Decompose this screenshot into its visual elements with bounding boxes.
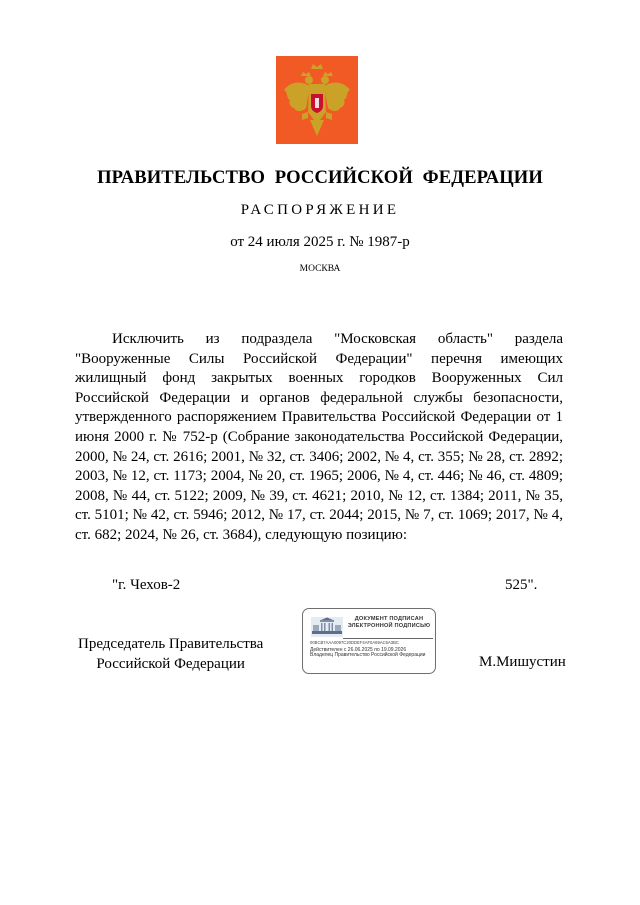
electronic-signature-stamp <box>302 608 436 674</box>
signatory-title <box>78 635 263 674</box>
coat-of-arms-icon <box>276 56 358 144</box>
stamp-title <box>345 616 433 630</box>
government-building-icon <box>311 617 343 637</box>
stamp-title-line1: ДОКУМЕНТ ПОДПИСАН <box>354 616 424 622</box>
signatory-title-line1: Председатель Правительства <box>78 636 264 652</box>
organization-title: ПРАВИТЕЛЬСТВО РОССИЙСКОЙ ФЕДЕРАЦИИ <box>97 167 543 188</box>
signatory-title-line2: Российской Федерации <box>96 655 245 672</box>
signatory-name: М.Мишустин <box>479 654 566 670</box>
position-name: "г. Чехов-2 <box>112 577 181 593</box>
document-date-number: от 24 июля 2025 г. № 1987-р <box>230 234 410 250</box>
stamp-validity: Действителен с 26.06.2025 по 19.09.2026 <box>310 647 407 653</box>
stamp-owner: Владелец Правительство Российской Федерации <box>310 652 426 658</box>
order-paragraph: Исключить из подраздела "Московская область" раздела "Вооруженные Силы Российской Федерации" перечня имеющих жилищный фонд закрытых военных городков Вооруженных Сил Российской Федерации и органов федеральной службы безопасности, утвержденного распоряжением Правительства Российской Федерации от 1 июня 2000 г. № 752-р (Собрание законодательства Российской Федерации, 2000, № 24, ст. 2616; 2001, № 32, ст. 3406; 2002, № 4, ст. 355; № 28, ст. 2892; 2003, № 12, ст. 1173; 2004, № 20, ст. 1965; 2006, № 4, ст. 446; № 46, ст. 4809; 2008, № 44, ст. 5122; 2009, № 39, ст. 4621; 2010, № 12, ст. 1384; 2011, № 35, ст. 5101; № 42, ст. 5946; 2012, № 17, ст. 2044; 2015, № 7, ст. 1069; 2017, № 4, ст. 682; 2024, № 26, ст. 3684), следующую позицию: <box>75 331 563 543</box>
stamp-certificate-serial: 00BCB7AAA0097C20DDEF4AF0A69AC6A3BC <box>310 640 399 645</box>
document-city: МОСКВА <box>299 264 341 274</box>
position-value: 525". <box>505 577 538 593</box>
document-type: РАСПОРЯЖЕНИЕ <box>240 202 400 218</box>
stamp-title-line2: ЭЛЕКТРОННОЙ ПОДПИСЬЮ <box>347 623 431 629</box>
stamp-divider <box>343 638 433 639</box>
